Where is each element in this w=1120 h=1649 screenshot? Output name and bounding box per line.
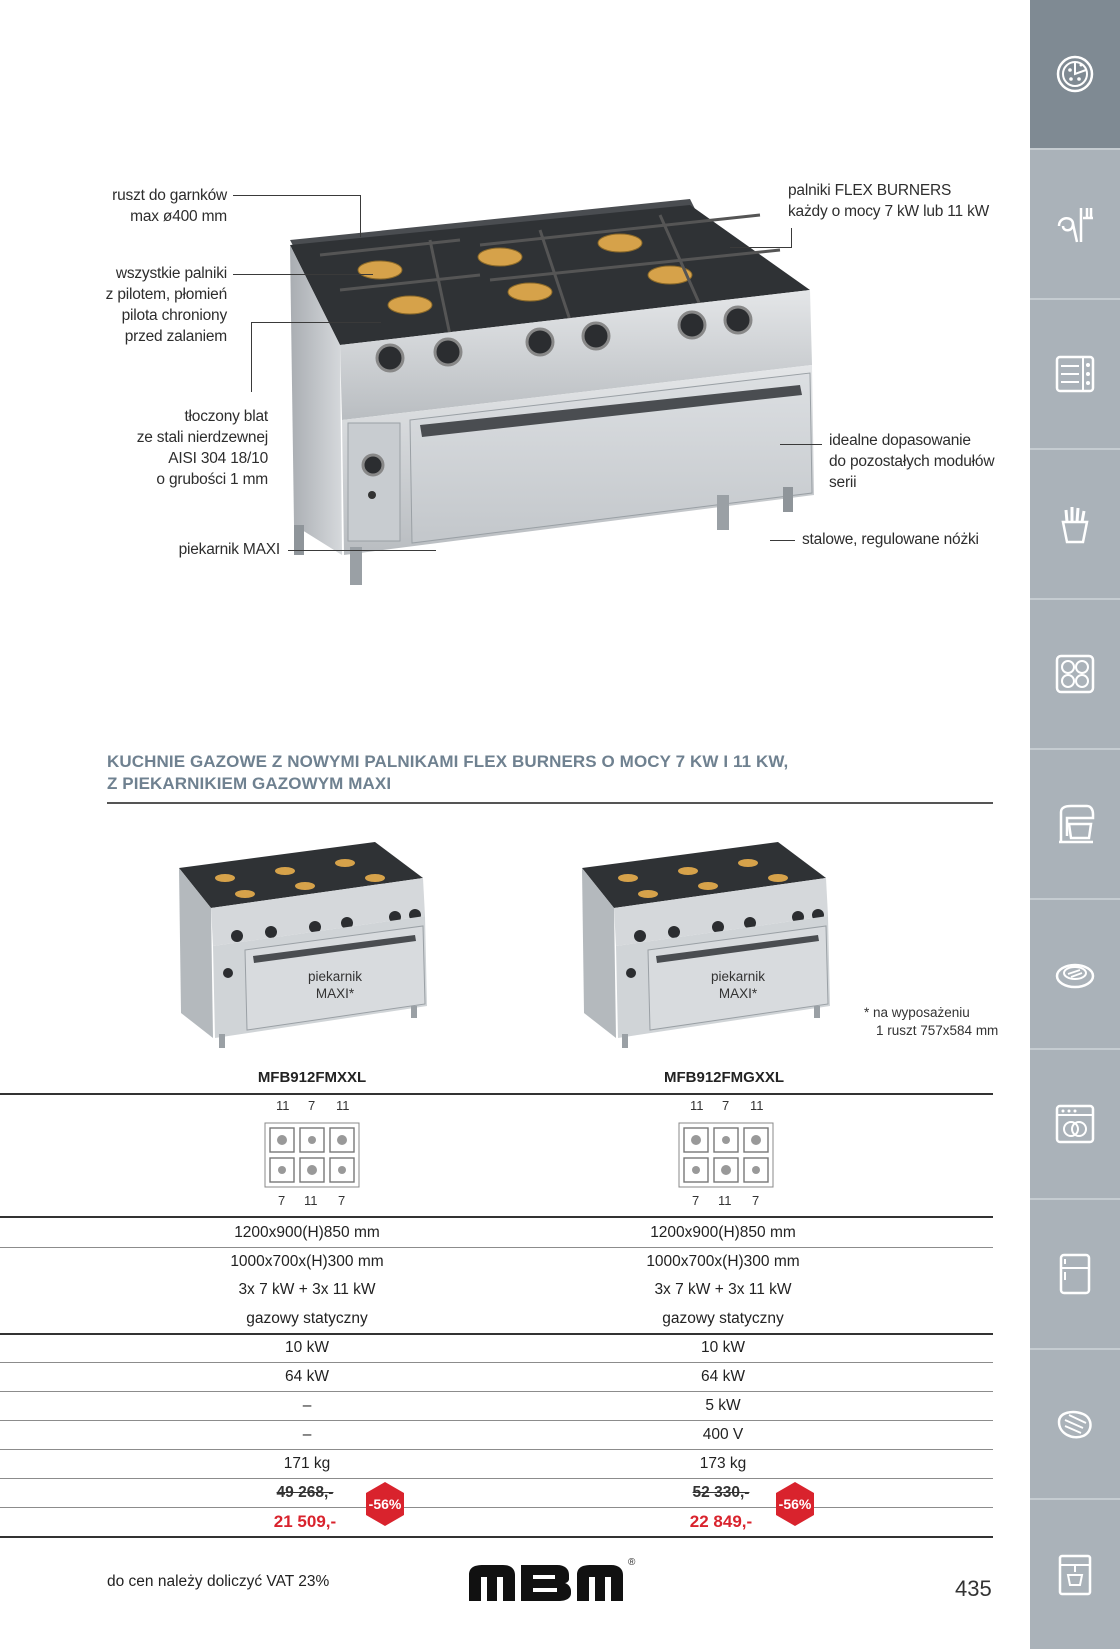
coffee-machine-icon: [1053, 1553, 1097, 1597]
model-2: MFB912FMGXXL: [663, 1069, 784, 1086]
burner-layout-2: [678, 1122, 774, 1188]
old-price-1: 49 268,-: [276, 1484, 334, 1501]
category-sidebar: [1030, 0, 1120, 1649]
table-row: gazowy statyczny gazowy statyczny: [0, 1304, 993, 1335]
range-main-illustration: [280, 195, 820, 615]
sidebar-tab-mixer[interactable]: [1030, 750, 1120, 900]
discount-badge-2: -56%: [772, 1481, 818, 1527]
product-1-oven-label: piekarnik MAXI*: [307, 969, 363, 1001]
table-row: 1000x700x(H)300 mm 1000x700x(H)300 mm: [230, 1253, 800, 1270]
table-row: 64 kW 64 kW: [0, 1362, 993, 1392]
product-image-2: [578, 838, 848, 1050]
sidebar-tab-grill-pan[interactable]: [1030, 900, 1120, 1050]
sidebar-tab-dishwasher[interactable]: [1030, 1050, 1120, 1200]
dishwasher-icon: [1053, 1102, 1097, 1146]
label-fit: idealne dopasowanie do pozostałych modułów serii: [829, 432, 995, 491]
label-top: tłoczony blat ze stali nierdzewnej AISI 304 18/10 o grubości 1 mm: [136, 408, 268, 488]
discount-badge-1: -56%: [362, 1481, 408, 1527]
mixer-icon: [1053, 802, 1097, 846]
table-row: 171 kg 173 kg: [0, 1449, 993, 1479]
label-flex-burners: palniki FLEX BURNERS każdy o mocy 7 kW lub 11 kW: [788, 182, 990, 220]
label-grate: ruszt do garnków max ø400 mm: [112, 187, 227, 225]
burner-layout-1: [264, 1122, 360, 1188]
grill-pan-icon: [1053, 952, 1097, 996]
fries-icon: [1053, 502, 1097, 546]
section-divider: [107, 802, 993, 804]
label-pilot: wszystkie palniki z pilotem, płomień pilota chroniony przed zalaniem: [105, 265, 227, 345]
section-title: KUCHNIE GAZOWE Z NOWYMI PALNIKAMI FLEX BURNERS O MOCY 7 KW I 11 KW, Z PIEKARNIKIEM GAZOWYM MAXI: [107, 752, 789, 793]
vat-note: do cen należy doliczyć VAT 23%: [107, 1573, 330, 1590]
table-top-rule: [0, 1093, 993, 1095]
table-row: – 5 kW: [0, 1391, 993, 1421]
pizza-icon: [1053, 52, 1097, 96]
pasta-icon: [1053, 202, 1097, 246]
label-oven: piekarnik MAXI: [178, 541, 280, 558]
price-row-old: [0, 1478, 993, 1508]
table-row: – 400 V: [0, 1420, 993, 1450]
footnote: * na wyposażeniu 1 ruszt 757x584 mm: [864, 1005, 999, 1038]
product-2-oven-label: piekarnik MAXI*: [710, 969, 766, 1001]
oven-icon: [1053, 352, 1097, 396]
table-row: 3x 7 kW + 3x 11 kW 3x 7 kW + 3x 11 kW: [238, 1281, 792, 1298]
model-1: MFB912FMXXL: [257, 1069, 367, 1086]
page-number: 435: [955, 1576, 992, 1601]
label-legs: stalowe, regulowane nóżki: [802, 531, 979, 548]
sidebar-tab-coffee[interactable]: [1030, 1500, 1120, 1649]
product-image-1: [175, 838, 445, 1050]
fridge-icon: [1053, 1252, 1097, 1296]
hob-icon: [1053, 652, 1097, 696]
sidebar-tab-pasta[interactable]: [1030, 150, 1120, 300]
sidebar-tab-pizza[interactable]: [1030, 0, 1120, 150]
sidebar-tab-fridge[interactable]: [1030, 1200, 1120, 1350]
new-price-1: 21 509,-: [273, 1512, 337, 1531]
price-row-new: [0, 1507, 993, 1538]
steak-icon: [1053, 1402, 1097, 1446]
sidebar-tab-oven[interactable]: [1030, 300, 1120, 450]
table-row: 10 kW 10 kW: [0, 1333, 993, 1363]
table-row: 1200x900(H)850 mm 1200x900(H)850 mm: [0, 1216, 993, 1248]
sidebar-tab-fries[interactable]: [1030, 450, 1120, 600]
mbm-logo: ®: [465, 1561, 635, 1605]
old-price-2: 52 330,-: [692, 1484, 750, 1501]
new-price-2: 22 849,-: [689, 1512, 753, 1531]
sidebar-tab-hob[interactable]: [1030, 600, 1120, 750]
sidebar-tab-steak[interactable]: [1030, 1350, 1120, 1500]
